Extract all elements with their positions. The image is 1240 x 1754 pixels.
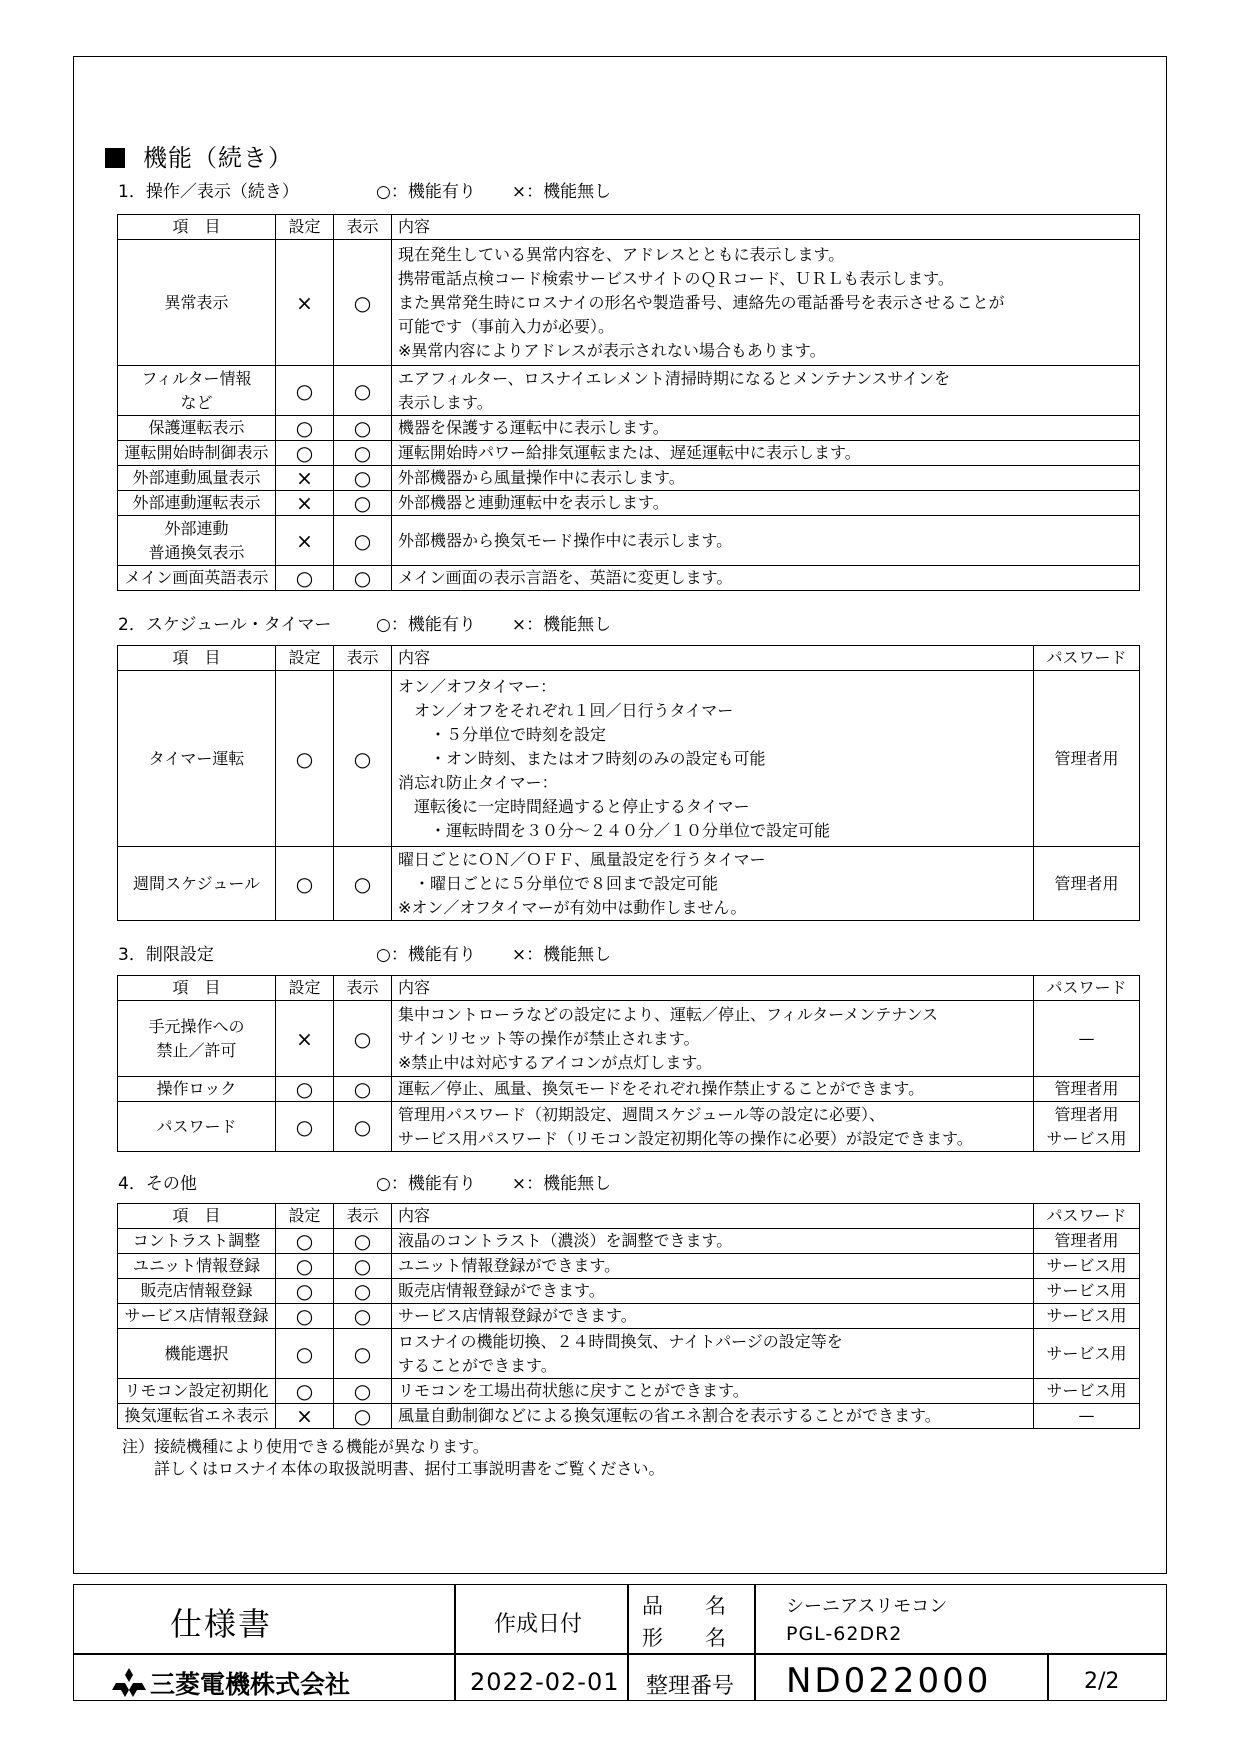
heading-square-icon — [105, 148, 125, 168]
model-label: 形 名 — [642, 1626, 726, 1650]
row-setting: ○ — [276, 847, 334, 921]
header-setting: 設定 — [276, 646, 334, 671]
header-password: パスワード — [1034, 1204, 1140, 1229]
created-label: 作成日付 — [494, 1612, 583, 1637]
table-header — [118, 976, 1140, 1001]
row-password: サービス用 — [1034, 1304, 1140, 1329]
row-content: 販売店情報登録ができます。 — [392, 1279, 1034, 1304]
table-header — [118, 215, 1140, 240]
row-display: ○ — [334, 1329, 392, 1379]
table-row — [118, 566, 1140, 591]
row-content: 外部機器から換気モード操作中に表示します。 — [392, 516, 1140, 566]
company-name: 三菱電機株式会社 — [112, 1665, 350, 1701]
header-setting: 設定 — [276, 215, 334, 240]
header-content: 内容 — [392, 646, 1034, 671]
row-setting: ○ — [276, 1304, 334, 1329]
row-setting: ○ — [276, 1254, 334, 1279]
table-row — [118, 240, 1140, 366]
header-password: パスワード — [1034, 646, 1140, 671]
row-item: メイン画面英語表示 — [118, 566, 276, 591]
section3-table — [117, 975, 1140, 1152]
row-item: 機能選択 — [118, 1329, 276, 1379]
created-date: 2022-02-01 — [470, 1668, 620, 1696]
row-content: メイン画面の表示言語を、英語に変更します。 — [392, 566, 1140, 591]
row-item: 販売店情報登録 — [118, 1279, 276, 1304]
row-display: ○ — [334, 491, 392, 516]
row-setting: ○ — [276, 1329, 334, 1379]
row-display: ○ — [334, 516, 392, 566]
row-item: 換気運転省エネ表示 — [118, 1404, 276, 1429]
header-password: パスワード — [1034, 976, 1140, 1001]
table-header — [118, 1204, 1140, 1229]
row-item: ユニット情報登録 — [118, 1254, 276, 1279]
row-display: ○ — [334, 1379, 392, 1404]
table-row — [118, 671, 1140, 847]
row-item: 保護運転表示 — [118, 416, 276, 441]
row-content: 現在発生している異常内容を、アドレスとともに表示します。 携帯電話点検コード検索サービスサイトのＱＲコード、ＵＲＬも表示します。 また異常発生時にロスナイの形名や製造番号、連絡先の電話番号を表示させることが 可能です（事前入力が必要）。 ※異常内容によりアドレスが表示されない場合もあります。 — [392, 240, 1140, 366]
header-setting: 設定 — [276, 976, 334, 1001]
row-item: 外部連動運転表示 — [118, 491, 276, 516]
row-display: ○ — [334, 1254, 392, 1279]
table-row — [118, 1229, 1140, 1254]
row-setting: ○ — [276, 1077, 334, 1102]
section4-title: 4．その他 ○：機能有り ×：機能無し — [118, 1169, 197, 1194]
table-row — [118, 466, 1140, 491]
header-display: 表示 — [334, 215, 392, 240]
mitsubishi-logo-icon — [112, 1668, 146, 1698]
header-item: 項 目 — [118, 215, 276, 240]
row-display: ○ — [334, 1404, 392, 1429]
row-content: 運転開始時パワー給排気運転または、遅延運転中に表示します。 — [392, 441, 1140, 466]
product-name-label: 品 名 — [642, 1594, 726, 1618]
row-password: 管理者用 — [1034, 1229, 1140, 1254]
footnote: 注）接続機種により使用できる機能が異なります。 詳しくはロスナイ本体の取扱説明書、据付工事説明書をご覧ください。 — [122, 1437, 665, 1478]
row-setting: ○ — [276, 1379, 334, 1404]
row-display: ○ — [334, 1304, 392, 1329]
table-row — [118, 1304, 1140, 1329]
row-setting: × — [276, 466, 334, 491]
row-display: ○ — [334, 1229, 392, 1254]
table-row — [118, 366, 1140, 416]
row-item: 運転開始時制御表示 — [118, 441, 276, 466]
legend: ○：機能有り ×：機能無し — [376, 182, 612, 202]
row-content: 風量自動制御などによる換気運転の省エネ割合を表示することができます。 — [392, 1404, 1034, 1429]
row-password: — — [1034, 1404, 1140, 1429]
row-content: ユニット情報登録ができます。 — [392, 1254, 1034, 1279]
row-setting: × — [276, 240, 334, 366]
table-row — [118, 491, 1140, 516]
header-display: 表示 — [334, 976, 392, 1001]
row-item: リモコン設定初期化 — [118, 1379, 276, 1404]
row-display: ○ — [334, 1001, 392, 1077]
row-display: ○ — [334, 671, 392, 847]
section2-table — [117, 645, 1140, 921]
row-setting: ○ — [276, 441, 334, 466]
table-row — [118, 416, 1140, 441]
row-password: サービス用 — [1034, 1329, 1140, 1379]
table-row — [118, 1404, 1140, 1429]
row-display: ○ — [334, 466, 392, 491]
section1-table — [117, 214, 1140, 591]
legend: ○：機能有り ×：機能無し — [376, 615, 612, 635]
ref-label: 整理番号 — [646, 1674, 735, 1699]
header-item: 項 目 — [118, 646, 276, 671]
row-content: 曜日ごとにＯＮ／ＯＦＦ、風量設定を行うタイマー ・曜日ごとに５分単位で８回まで設定可能 ※オン／オフタイマーが有効中は動作しません。 — [392, 847, 1034, 921]
table-row — [118, 847, 1140, 921]
header-item: 項 目 — [118, 976, 276, 1001]
table-row — [118, 1001, 1140, 1077]
row-content: 外部機器と連動運転中を表示します。 — [392, 491, 1140, 516]
row-content: ロスナイの機能切換、２４時間換気、ナイトパージの設定等を することができます。 — [392, 1329, 1034, 1379]
row-setting: ○ — [276, 566, 334, 591]
row-password: 管理者用 — [1034, 847, 1140, 921]
doc-type: 仕様書 — [170, 1605, 273, 1643]
row-content: 機器を保護する運転中に表示します。 — [392, 416, 1140, 441]
row-content: サービス店情報登録ができます。 — [392, 1304, 1034, 1329]
table-row — [118, 1379, 1140, 1404]
header-content: 内容 — [392, 1204, 1034, 1229]
row-item: 週間スケジュール — [118, 847, 276, 921]
row-display: ○ — [334, 366, 392, 416]
row-display: ○ — [334, 1102, 392, 1152]
table-row — [118, 1077, 1140, 1102]
table-row — [118, 516, 1140, 566]
row-content: エアフィルター、ロスナイエレメント清掃時期になるとメンテナンスサインを 表示します。 — [392, 366, 1140, 416]
row-display: ○ — [334, 416, 392, 441]
row-item: 操作ロック — [118, 1077, 276, 1102]
row-content: 運転／停止、風量、換気モードをそれぞれ操作禁止することができます。 — [392, 1077, 1034, 1102]
section1-title: 1．操作／表示（続き） ○：機能有り ×：機能無し — [118, 177, 299, 202]
legend: ○：機能有り ×：機能無し — [376, 945, 612, 965]
row-item: タイマー運転 — [118, 671, 276, 847]
table-header — [118, 646, 1140, 671]
ref-number: ND022000 — [786, 1661, 992, 1701]
section4-table — [117, 1203, 1140, 1429]
row-password: 管理者用 — [1034, 1077, 1140, 1102]
row-setting: ○ — [276, 671, 334, 847]
table-row — [118, 441, 1140, 466]
row-password: 管理者用 サービス用 — [1034, 1102, 1140, 1152]
row-password: サービス用 — [1034, 1279, 1140, 1304]
row-display: ○ — [334, 240, 392, 366]
table-row — [118, 1329, 1140, 1379]
row-display: ○ — [334, 1279, 392, 1304]
table-row — [118, 1254, 1140, 1279]
header-display: 表示 — [334, 646, 392, 671]
row-item: 外部連動風量表示 — [118, 466, 276, 491]
row-setting: × — [276, 1404, 334, 1429]
row-setting: × — [276, 491, 334, 516]
row-content: 集中コントローラなどの設定により、運転／停止、フィルターメンテナンス サインリセット等の操作が禁止されます。 ※禁止中は対応するアイコンが点灯します。 — [392, 1001, 1034, 1077]
row-content: 管理用パスワード（初期設定、週間スケジュール等の設定に必要）、 サービス用パスワード（リモコン設定初期化等の操作に必要）が設定できます。 — [392, 1102, 1034, 1152]
row-setting: × — [276, 516, 334, 566]
row-content: リモコンを工場出荷状態に戻すことができます。 — [392, 1379, 1034, 1404]
row-display: ○ — [334, 1077, 392, 1102]
row-setting: ○ — [276, 1229, 334, 1254]
row-content: 外部機器から風量操作中に表示します。 — [392, 466, 1140, 491]
row-password: サービス用 — [1034, 1254, 1140, 1279]
section2-title: 2．スケジュール・タイマー ○：機能有り ×：機能無し — [118, 610, 331, 635]
row-display: ○ — [334, 566, 392, 591]
row-item: コントラスト調整 — [118, 1229, 276, 1254]
row-setting: ○ — [276, 1102, 334, 1152]
header-setting: 設定 — [276, 1204, 334, 1229]
table-row — [118, 1102, 1140, 1152]
header-item: 項 目 — [118, 1204, 276, 1229]
row-display: ○ — [334, 847, 392, 921]
row-password: サービス用 — [1034, 1379, 1140, 1404]
row-item: 手元操作への 禁止／許可 — [118, 1001, 276, 1077]
row-display: ○ — [334, 441, 392, 466]
section-heading: 機能（続き） — [105, 138, 293, 173]
product-name: シーニアスリモコン — [786, 1596, 948, 1617]
row-item: パスワード — [118, 1102, 276, 1152]
table-row — [118, 1279, 1140, 1304]
row-setting: ○ — [276, 416, 334, 441]
header-display: 表示 — [334, 1204, 392, 1229]
row-item: フィルター情報 など — [118, 366, 276, 416]
legend: ○：機能有り ×：機能無し — [376, 1174, 612, 1194]
section3-title: 3．制限設定 ○：機能有り ×：機能無し — [118, 940, 214, 965]
row-item: サービス店情報登録 — [118, 1304, 276, 1329]
page-number: 2/2 — [1084, 1669, 1120, 1694]
header-content: 内容 — [392, 976, 1034, 1001]
row-password: — — [1034, 1001, 1140, 1077]
title-block — [73, 1584, 1167, 1701]
row-content: オン／オフタイマー： オン／オフをそれぞれ１回／日行うタイマー ・５分単位で時刻を設定 ・オン時刻、またはオフ時刻のみの設定も可能 消忘れ防止タイマー： 運転後に一定時間経過すると停止するタイマー ・運転時間を３０分～２４０分／１０分単位で設定可能 — [392, 671, 1034, 847]
header-content: 内容 — [392, 215, 1140, 240]
model-number: PGL-62DR2 — [786, 1623, 903, 1645]
row-password: 管理者用 — [1034, 671, 1140, 847]
row-item: 異常表示 — [118, 240, 276, 366]
row-item: 外部連動 普通換気表示 — [118, 516, 276, 566]
row-content: 液晶のコントラスト（濃淡）を調整できます。 — [392, 1229, 1034, 1254]
row-setting: ○ — [276, 366, 334, 416]
row-setting: × — [276, 1001, 334, 1077]
row-setting: ○ — [276, 1279, 334, 1304]
